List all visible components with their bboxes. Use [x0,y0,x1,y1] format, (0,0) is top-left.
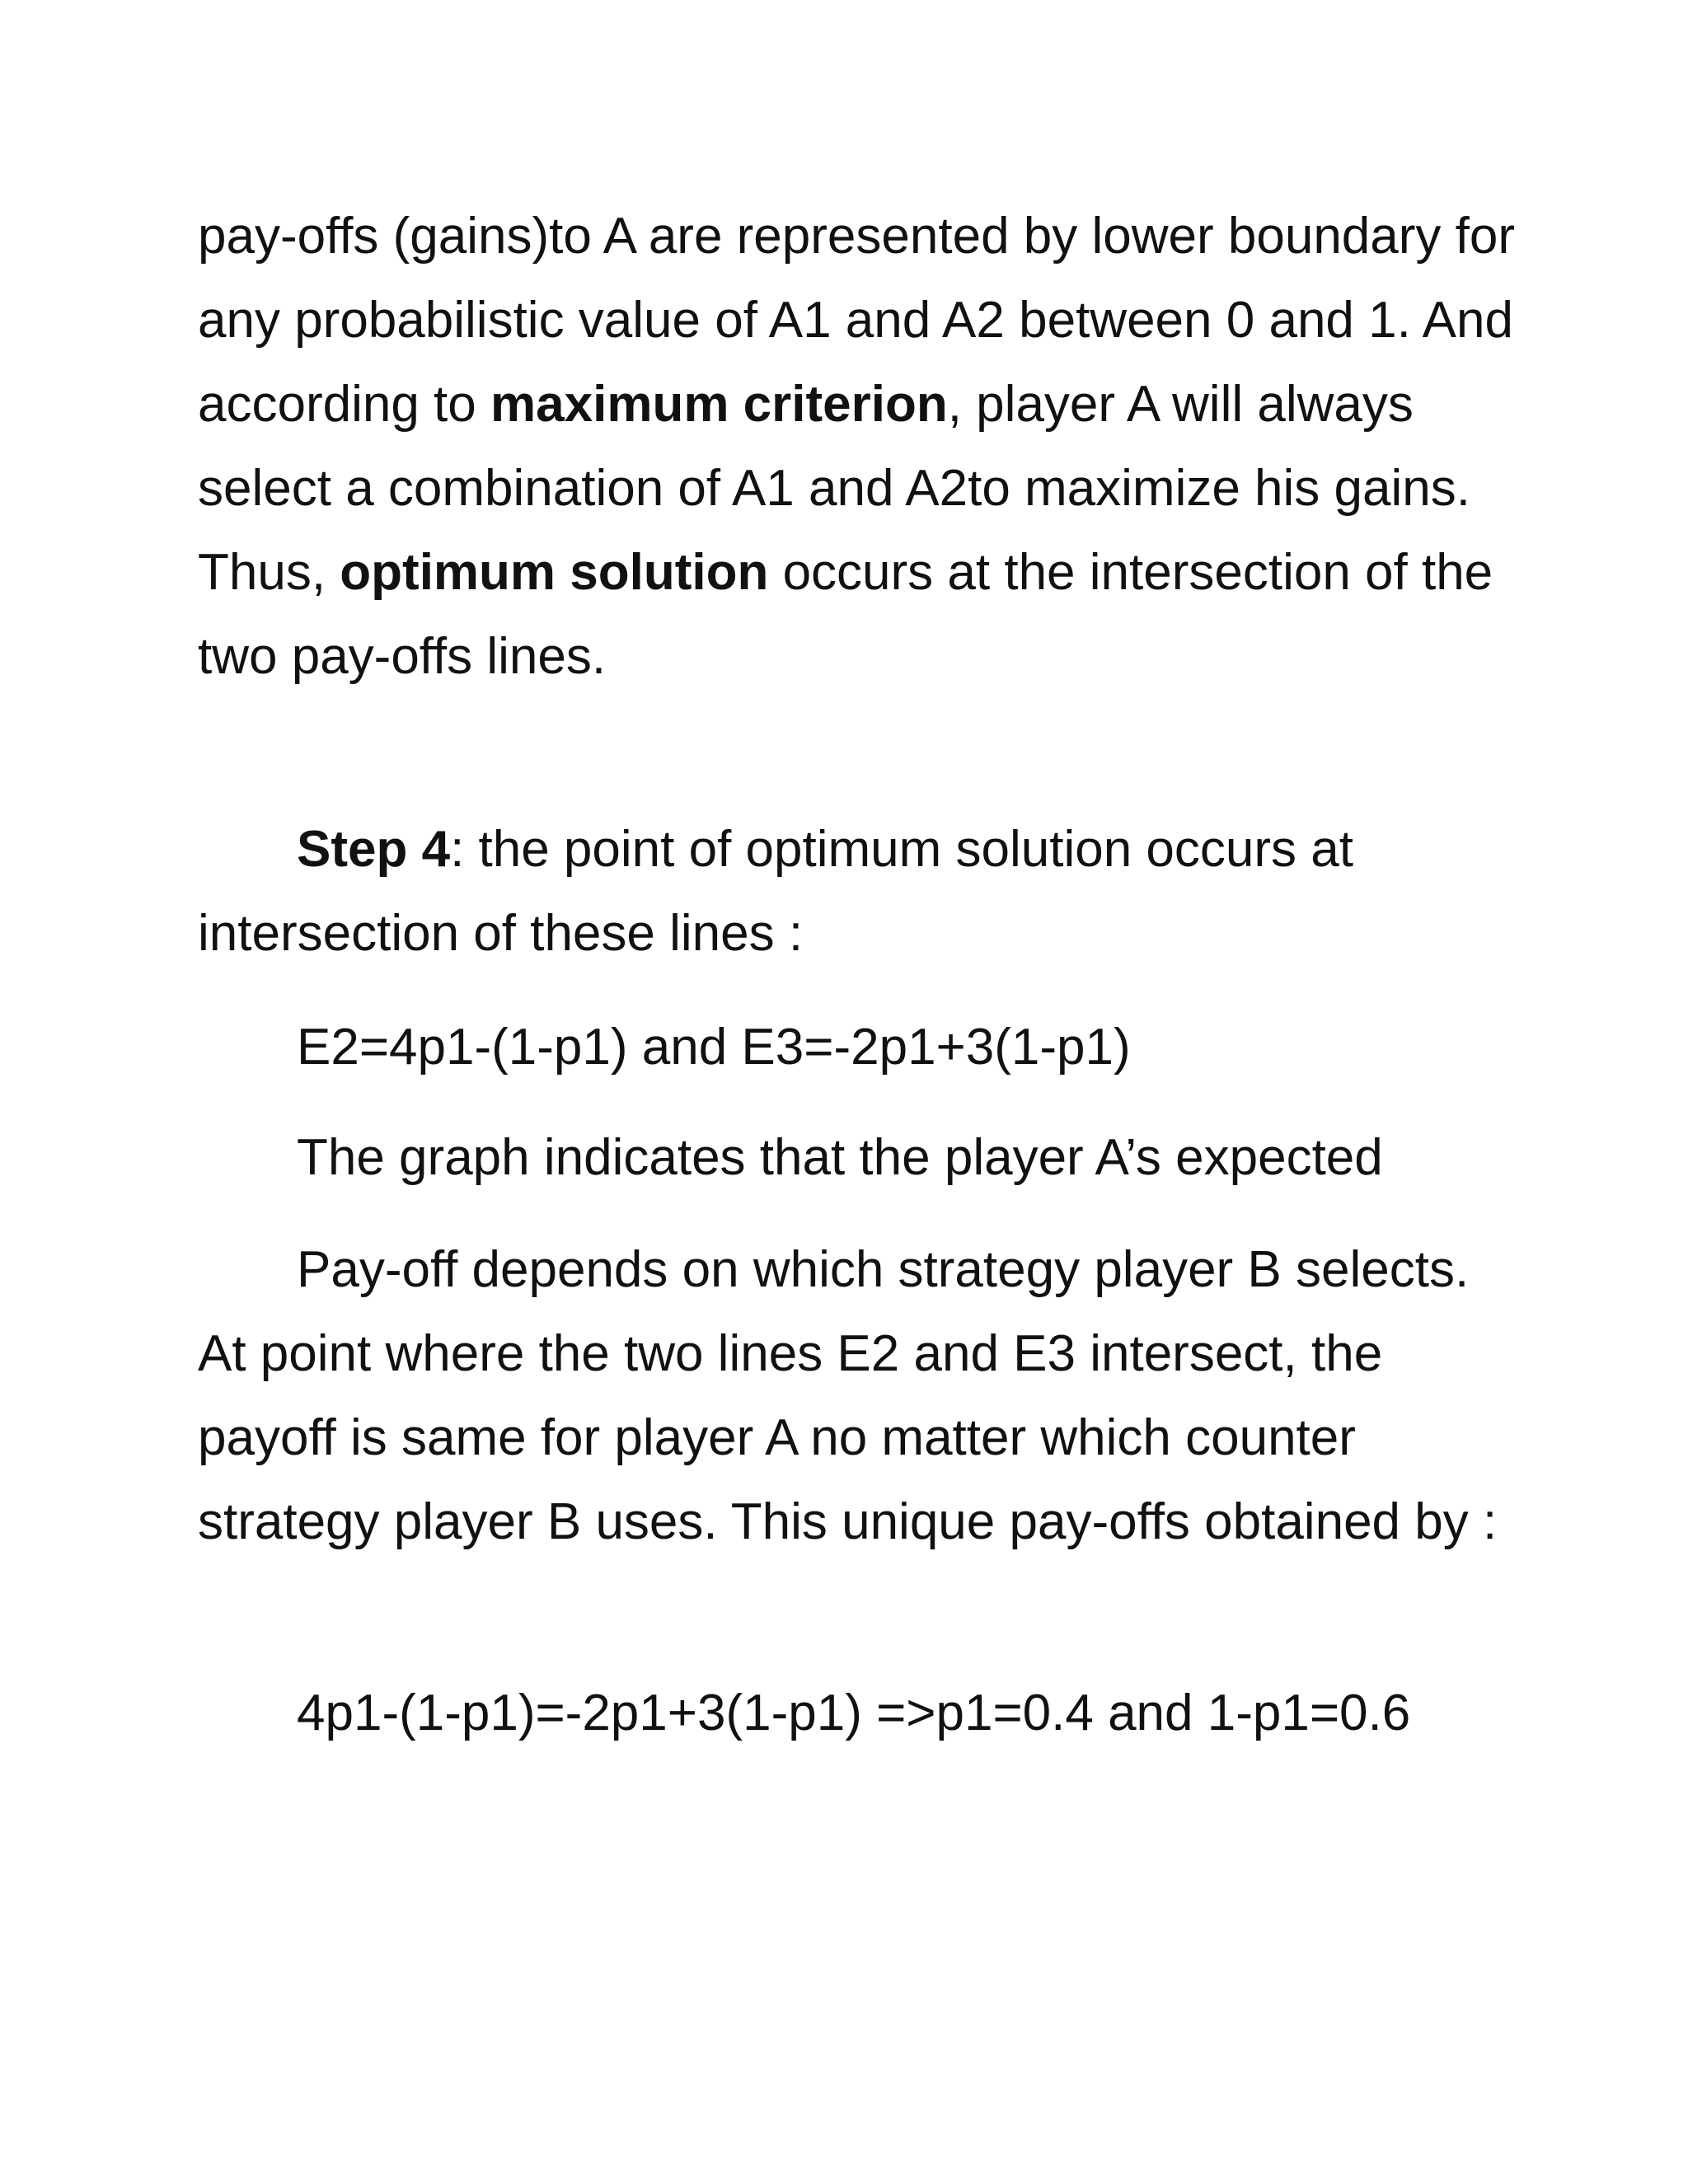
paragraph-text: : the point of optimum solution occurs at intersection of these lines : [198,821,1353,962]
paragraph-text: pay-offs (gains)to A are represented by lower boundary for any probabilistic value of A1 and A2 between 0 and 1. And according to [198,208,1515,433]
step-label: Step 4 [297,821,451,878]
paragraph-graph-indicates: The graph indicates that the player A’s expected [297,1129,1383,1186]
equation-solution: 4p1-(1-p1)=-2p1+3(1-p1) =>p1=0.4 and 1-p1=0.6 [297,1685,1411,1741]
bold-term-optimum-solution: optimum solution [340,544,769,601]
paragraph-text: occurs at the intersection of the two pay-offs lines. [198,544,1493,685]
paragraph-text: , player A will always select a combination of A1 and A2to maximize his gains. Thus, [198,376,1470,601]
paragraph-payoffs [198,194,1517,699]
paragraph-step-4 [198,808,1517,976]
bold-term-maximum-criterion: maximum criterion [490,376,948,433]
paragraph-payoff-depends: Pay-off depends on which strategy player B selects. At point where the two lines E2 and E3 intersect, the payoff is same for player A no matter which counter strategy player B uses. This unique pay-offs obtained by : [198,1241,1498,1550]
equation-lines: E2=4p1-(1-p1) and E3=-2p1+3(1-p1) [297,1019,1131,1076]
